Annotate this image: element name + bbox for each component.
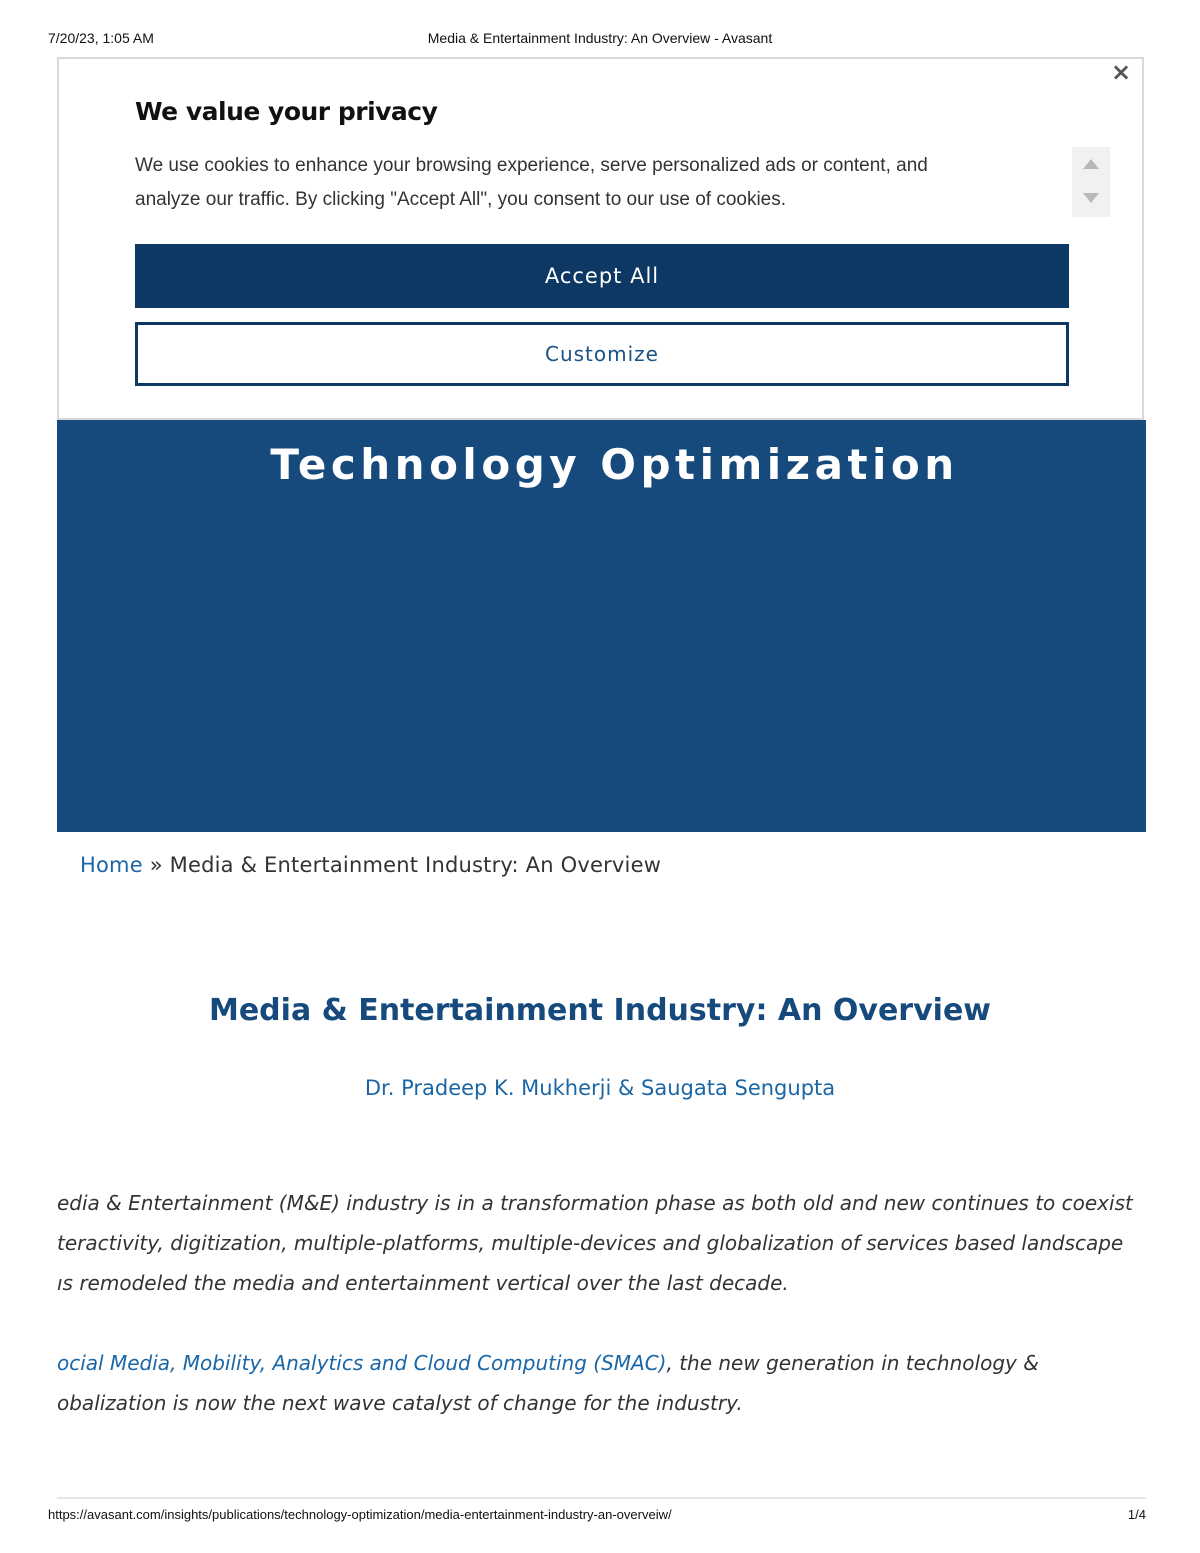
cookie-message-scrollbar[interactable]: [1072, 147, 1110, 217]
cookie-consent-dialog: [57, 57, 1144, 420]
article-paragraph-2: [57, 1343, 1157, 1423]
article-authors[interactable]: Dr. Pradeep K. Mukherji & Saugata Sengupta: [364, 1076, 836, 1100]
print-date: 7/20/23, 1:05 AM: [48, 30, 154, 46]
breadcrumb-current: Media & Entertainment Industry: An Overview: [169, 853, 662, 877]
article-paragraph-1: [57, 1183, 1157, 1303]
paragraph-2-line-1: [57, 1343, 1157, 1383]
smac-link[interactable]: ocial Media, Mobility, Analytics and Cloud Computing (SMAC): [57, 1351, 667, 1375]
paragraph-1-line-3: ıs remodeled the media and entertainment vertical over the last decade.: [57, 1271, 789, 1295]
paragraph-1-line-2: teractivity, digitization, multiple-platforms, multiple-devices and globalization of services based landscape: [57, 1231, 1124, 1255]
print-page-title: Media & Entertainment Industry: An Overview - Avasant: [427, 30, 773, 46]
cookie-message-line-1: We use cookies to enhance your browsing experience, serve personalized ads or content, and: [135, 155, 928, 176]
cookie-message: [135, 149, 1015, 217]
accept-all-button[interactable]: Accept All: [135, 244, 1069, 308]
print-page-number: 1/4: [1127, 1507, 1146, 1522]
footer-divider: [57, 1497, 1146, 1499]
print-header: [0, 30, 1200, 50]
breadcrumb: [80, 853, 661, 877]
paragraph-1-line-1: edia & Entertainment (M&E) industry is in a transformation phase as both old and new continues to coexist: [57, 1191, 1133, 1215]
close-icon[interactable]: ×: [1110, 58, 1132, 86]
paragraph-2-line-1-rest: , the new generation in technology &: [666, 1351, 1039, 1375]
cookie-heading: We value your privacy: [135, 97, 438, 126]
article-title: Media & Entertainment Industry: An Overview: [208, 993, 992, 1028]
scroll-down-icon[interactable]: [1072, 183, 1110, 213]
breadcrumb-separator: »: [142, 853, 170, 877]
print-url: https://avasant.com/insights/publications/technology-optimization/media-entertainment-industry-an-overveiw/: [48, 1507, 672, 1522]
breadcrumb-home-link[interactable]: Home: [80, 853, 143, 877]
scroll-up-icon[interactable]: [1072, 149, 1110, 179]
hero-title: Technology Optimization: [270, 440, 959, 489]
customize-button[interactable]: Customize: [135, 322, 1069, 386]
cookie-message-line-2: analyze our traffic. By clicking "Accept All", you consent to our use of cookies.: [135, 189, 787, 210]
hero-banner: [57, 420, 1146, 832]
paragraph-2-line-2: obalization is now the next wave catalyst of change for the industry.: [57, 1391, 743, 1415]
